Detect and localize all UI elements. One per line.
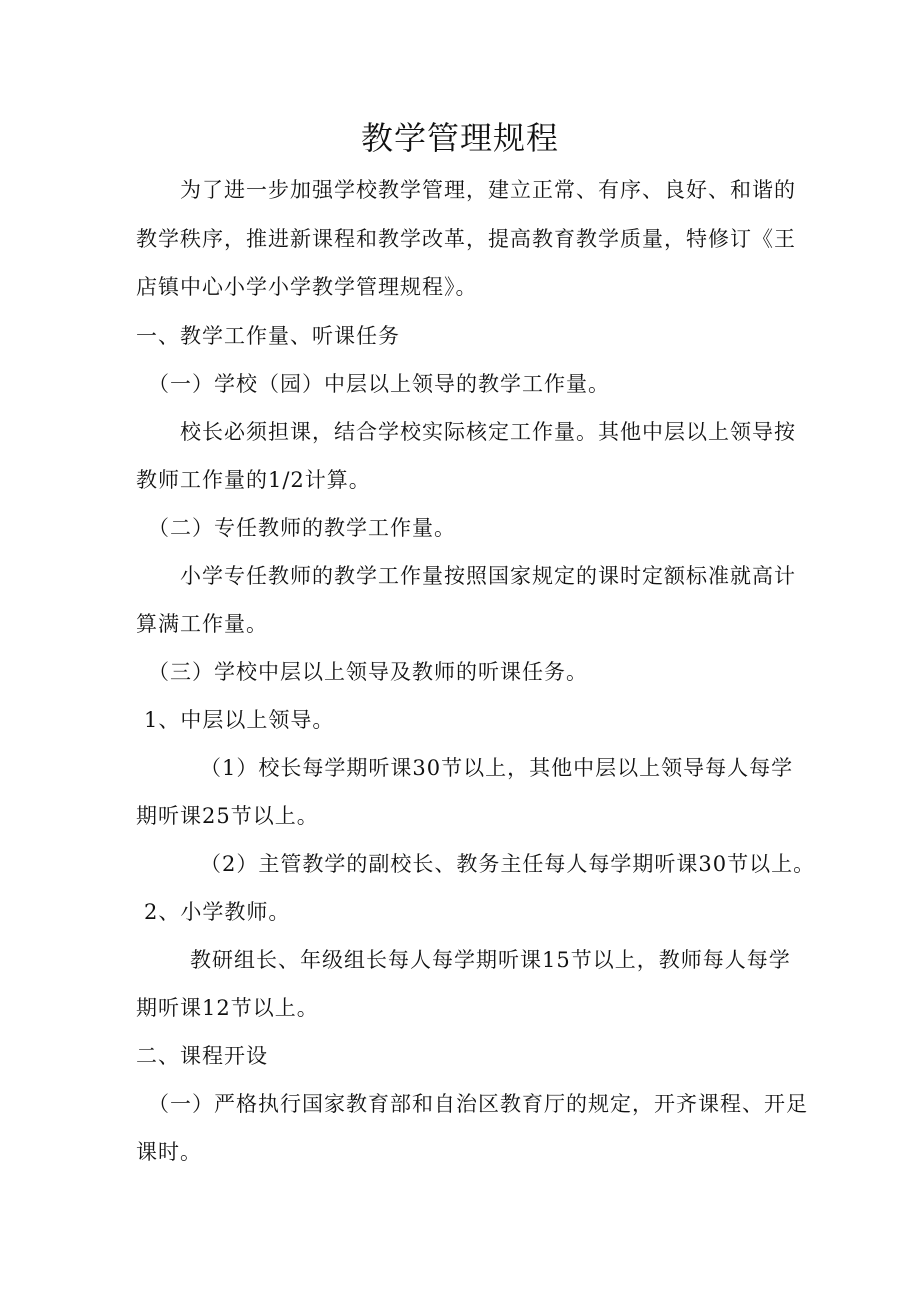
subsection-heading: （一）学校（园）中层以上领导的教学工作量。 [148, 372, 610, 396]
paragraph-line: （2）主管教学的副校长、教务主任每人每学期听课30节以上。 [200, 852, 816, 876]
list-item-heading: 2、小学教师。 [144, 900, 291, 924]
paragraph-line: 教研组长、年级组长每人每学期听课15节以上，教师每人每学 [190, 948, 791, 972]
paragraph-line: 算满工作量。 [136, 612, 268, 636]
subsection-heading: （二）专任教师的教学工作量。 [148, 516, 456, 540]
subsection-heading: （三）学校中层以上领导及教师的听课任务。 [148, 660, 588, 684]
paragraph-line: 期听课25节以上。 [136, 804, 319, 828]
list-item-heading: 1、中层以上领导。 [144, 708, 335, 732]
paragraph-line: 店镇中心小学小学教学管理规程》。 [136, 275, 478, 299]
section-heading: 二、课程开设 [136, 1044, 268, 1068]
paragraph-line: 小学专任教师的教学工作量按照国家规定的课时定额标准就高计 [180, 564, 796, 588]
subsection-heading: （一）严格执行国家教育部和自治区教育厅的规定，开齐课程、开足 [148, 1092, 808, 1116]
paragraph-line: 教师工作量的1/2计算。 [136, 468, 371, 492]
paragraph-line: 教学秩序，推进新课程和教学改革，提高教育教学质量，特修订《王 [136, 227, 796, 251]
paragraph-line: 校长必须担课，结合学校实际核定工作量。其他中层以上领导按 [180, 420, 796, 444]
paragraph-line: 期听课12节以上。 [136, 996, 319, 1020]
section-heading: 一、教学工作量、听课任务 [136, 324, 400, 348]
document-title: 教学管理规程 [360, 119, 559, 157]
paragraph-line: （1）校长每学期听课30节以上，其他中层以上领导每人每学 [200, 756, 794, 780]
paragraph-line: 为了进一步加强学校教学管理，建立正常、有序、良好、和谐的 [180, 178, 796, 202]
paragraph-line: 课时。 [136, 1140, 202, 1164]
